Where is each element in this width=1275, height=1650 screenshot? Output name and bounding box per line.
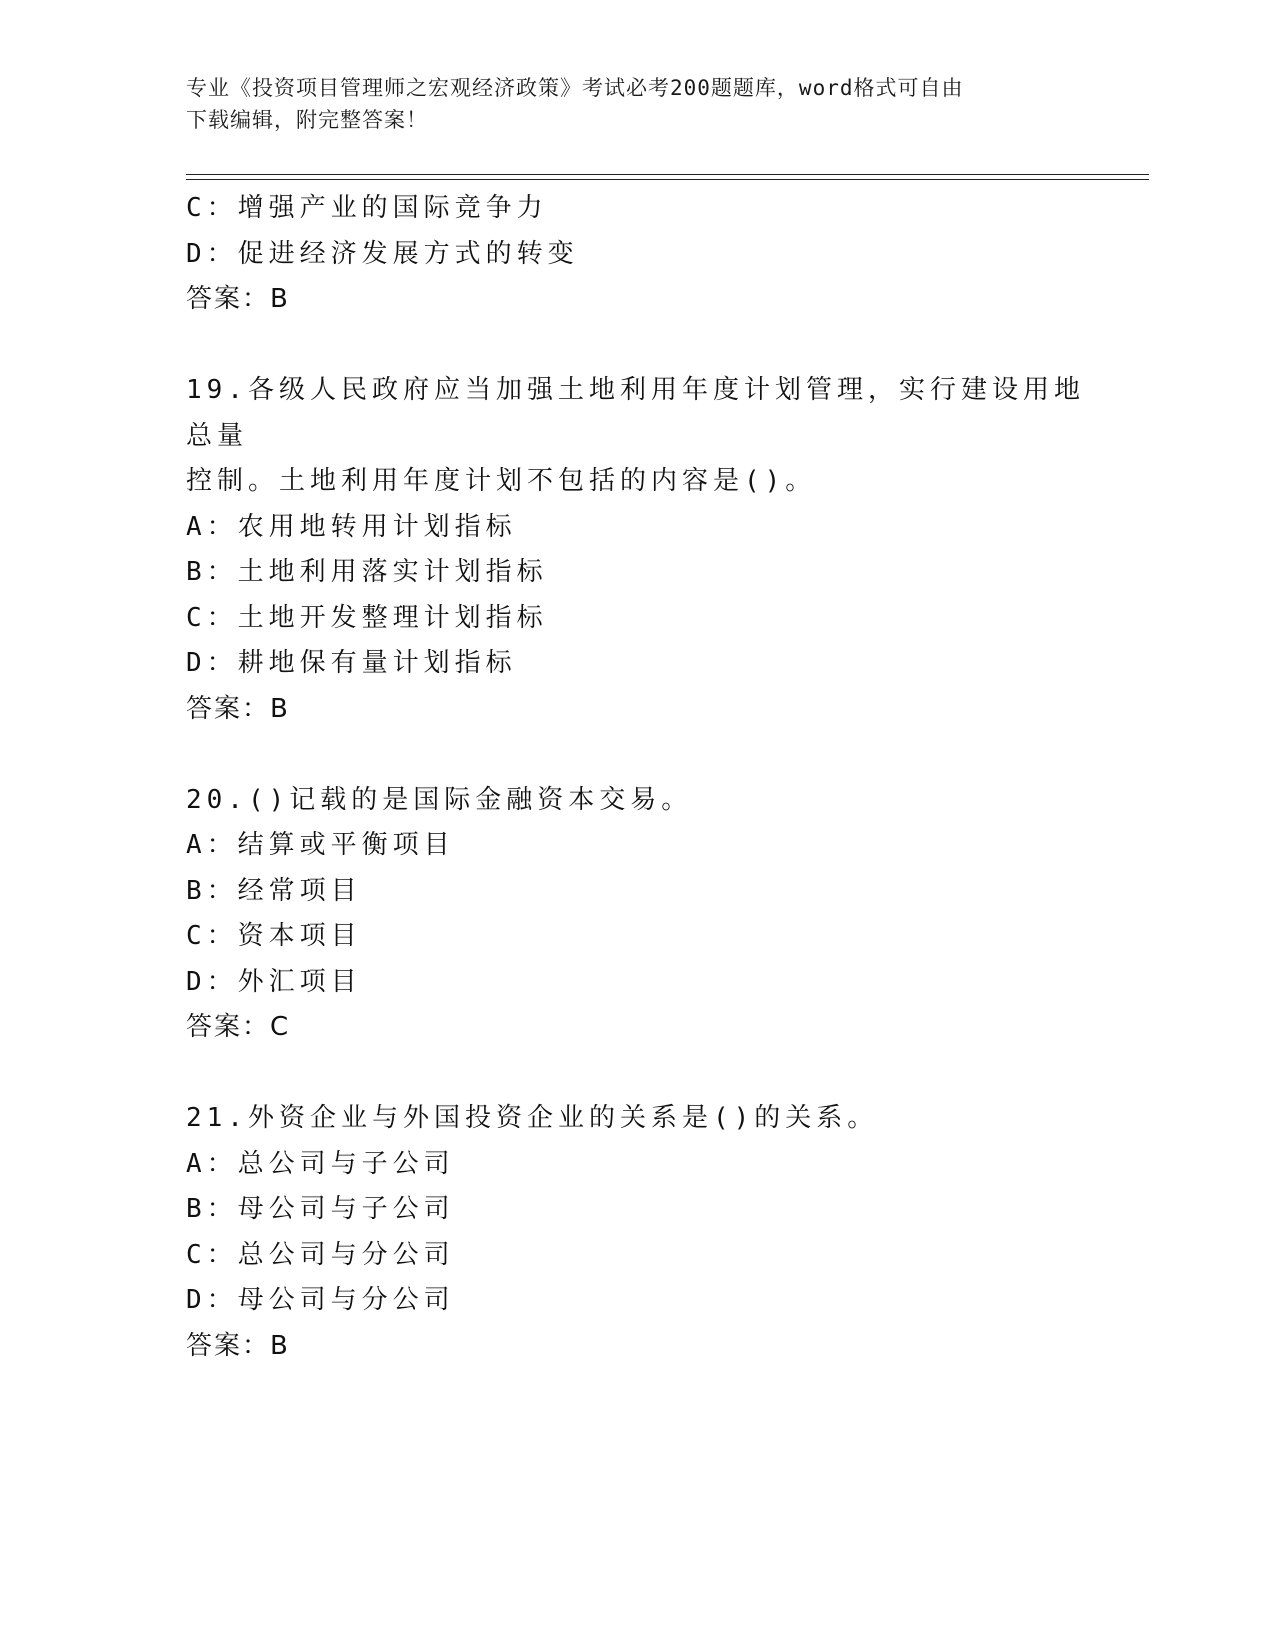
spacer (186, 732, 1086, 778)
option-c: C：资本项目 (186, 921, 362, 951)
answer-line: 答案：B (186, 284, 290, 314)
header-title-line-2: 下载编辑，附完整答案！ (186, 108, 428, 132)
answer-line: 答案：B (186, 693, 290, 724)
option-c: C：土地开发整理计划指标 (186, 602, 548, 633)
question-stem-line-1: 19.各级人民政府应当加强土地利用年度计划管理，实行建设用地总量 (186, 375, 1085, 451)
question-20 (186, 778, 1086, 1051)
option-c: C：总公司与分公司 (186, 1239, 455, 1270)
header-divider (186, 174, 1149, 180)
question-stem-line-1: 21.外资企业与外国投资企业的关系是()的关系。 (186, 1103, 879, 1133)
question-18-tail (186, 186, 1086, 323)
header-title-line-1: 专业《投资项目管理师之宏观经济政策》考试必考200题题库，word格式可自由 (186, 76, 964, 100)
spacer (186, 1051, 1086, 1097)
question-stem-line-2: 控制。土地利用年度计划不包括的内容是()。 (186, 466, 817, 496)
option-b: B：母公司与子公司 (186, 1194, 455, 1224)
option-b: B：经常项目 (186, 875, 362, 906)
option-a: A：总公司与子公司 (186, 1148, 455, 1179)
option-b: B：土地利用落实计划指标 (186, 557, 548, 587)
option-a: A：结算或平衡项目 (186, 830, 455, 860)
option-d: D：促进经济发展方式的转变 (186, 238, 579, 269)
option-d: D：耕地保有量计划指标 (186, 648, 517, 678)
page-header (186, 72, 1086, 136)
option-a: A：农用地转用计划指标 (186, 511, 517, 542)
option-c: C：增强产业的国际竞争力 (186, 193, 548, 223)
question-stem-line-1: 20.()记载的是国际金融资本交易。 (186, 784, 693, 815)
answer-line: 答案：C (186, 1012, 291, 1042)
option-d: D：外汇项目 (186, 966, 362, 997)
spacer (186, 323, 1086, 369)
question-list (186, 186, 1086, 1369)
question-21 (186, 1096, 1086, 1369)
question-19 (186, 368, 1086, 732)
answer-line: 答案：B (186, 1330, 290, 1361)
option-d: D：母公司与分公司 (186, 1285, 455, 1315)
